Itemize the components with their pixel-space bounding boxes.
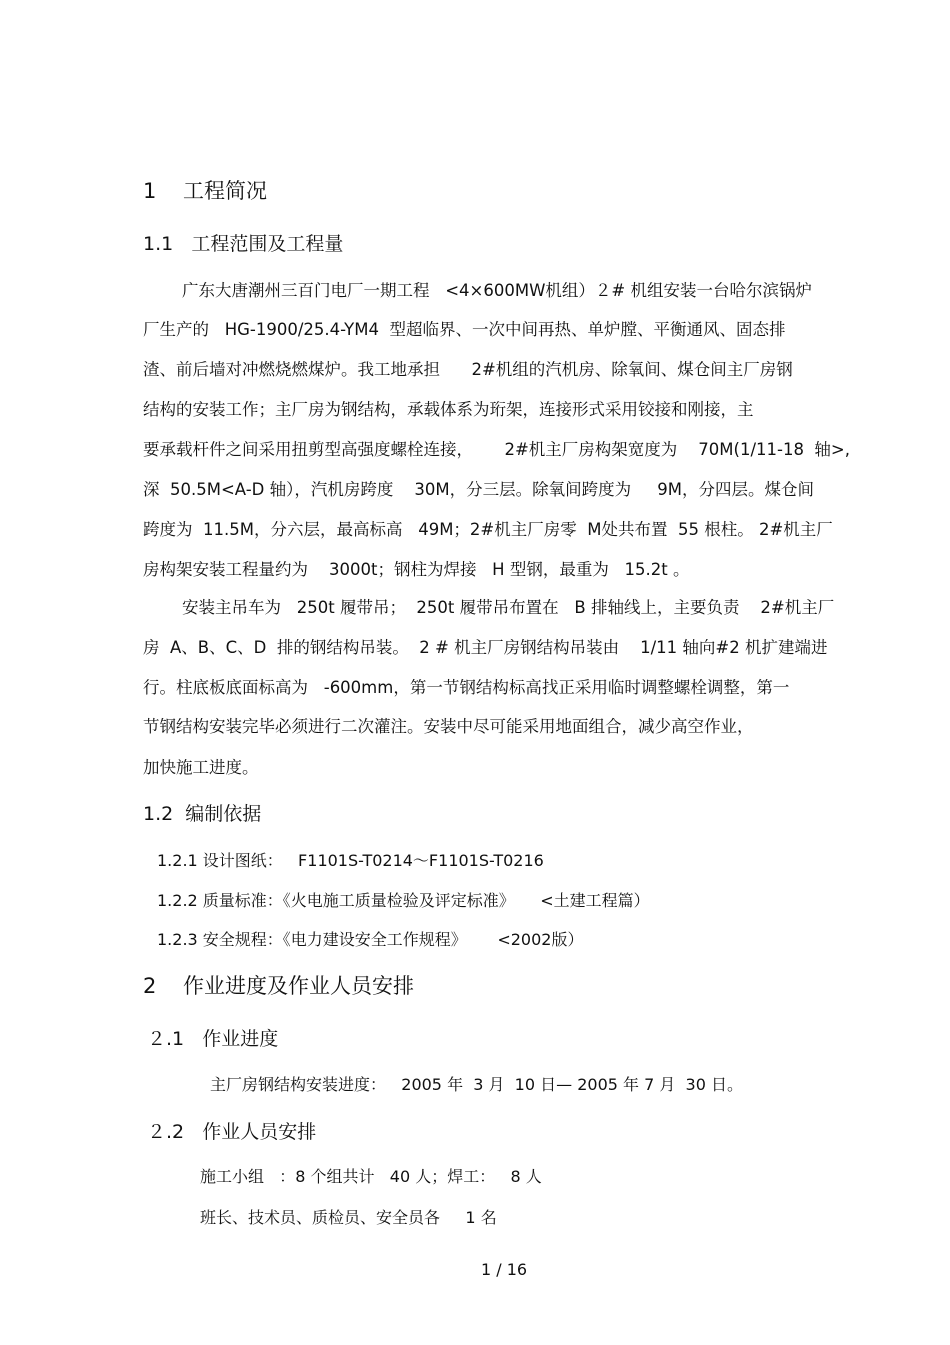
- paragraph-line: 深 50.5M<A-D 轴），汽机房跨度 30M，分三层。除氧间跨度为 9M，分四层。煤仓间: [143, 480, 815, 499]
- section-heading-2-1: ２.1 作业进度: [147, 1028, 279, 1050]
- paragraph-line: 要承载杆件之间采用扭剪型高强度螺栓连接， 2#机主厂房构架宽度为 70M(1/11-18 轴>,: [143, 440, 851, 459]
- section-heading-2-2: ２.2 作业人员安排: [147, 1121, 317, 1143]
- paragraph-line: 房 A、B、C、D 排的钢结构吊装。 2 # 机主厂房钢结构吊装由 1/11 轴向#2 机扩建端进: [143, 638, 828, 657]
- paragraph-line: 节钢结构安装完毕必须进行二次灌注。安装中尽可能采用地面组合，减少高空作业，: [143, 717, 754, 736]
- staff-line: 班长、技术员、质检员、安全员各 1 名: [200, 1208, 497, 1227]
- basis-item: 1.2.3 安全规程：《电力建设安全工作规程》 <2002版）: [157, 930, 584, 949]
- paragraph-line: 结构的安装工作；主厂房为钢结构，承载体系为珩架，连接形式采用铰接和刚接，主: [143, 400, 754, 419]
- section-heading-1: 1 工程简况: [143, 179, 268, 203]
- paragraph-line: 加快施工进度。: [143, 758, 259, 777]
- page-number: 1 / 16: [481, 1260, 528, 1279]
- paragraph-line: 渣、前后墙对冲燃烧燃煤炉。我工地承担 2#机组的汽机房、除氧间、煤仓间主厂房钢: [143, 360, 793, 379]
- basis-item: 1.2.2 质量标准：《火电施工质量检验及评定标准》 <土建工程篇）: [157, 891, 650, 910]
- section-heading-1-2: 1.2 编制依据: [143, 803, 262, 825]
- section-heading-1-1: 1.1 工程范围及工程量: [143, 233, 344, 255]
- basis-item: 1.2.1 设计图纸： F1101S-T0214～F1101S-T0216: [157, 851, 544, 870]
- paragraph-line: 跨度为 11.5M，分六层，最高标高 49M；2#机主厂房零 M处共布置 55 根柱。 2#机主厂: [143, 520, 833, 539]
- paragraph-line: 广东大唐潮州三百门电厂一期工程 <4×600MW机组）２# 机组安装一台哈尔滨锅炉: [182, 281, 812, 300]
- staff-line: 施工小组 ：8 个组共计 40 人；焊工： 8 人: [200, 1167, 542, 1186]
- section-heading-2: 2 作业进度及作业人员安排: [143, 974, 415, 998]
- schedule-text: 主厂房钢结构安装进度： 2005 年 3 月 10 日— 2005 年 7 月 30 日。: [210, 1075, 743, 1094]
- paragraph-line: 厂生产的 HG-1900/25.4-YM4 型超临界、一次中间再热、单炉膛、平衡通风、固态排: [143, 320, 786, 339]
- paragraph-line: 行。柱底板底面标高为 -600mm，第一节钢结构标高找正采用临时调整螺栓调整，第一: [143, 678, 790, 697]
- paragraph-line: 房构架安装工程量约为 3000t；钢柱为焊接 H 型钢，最重为 15.2t 。: [143, 560, 690, 579]
- paragraph-line: 安装主吊车为 250t 履带吊； 250t 履带吊布置在 B 排轴线上，主要负责 2#机主厂: [182, 598, 835, 617]
